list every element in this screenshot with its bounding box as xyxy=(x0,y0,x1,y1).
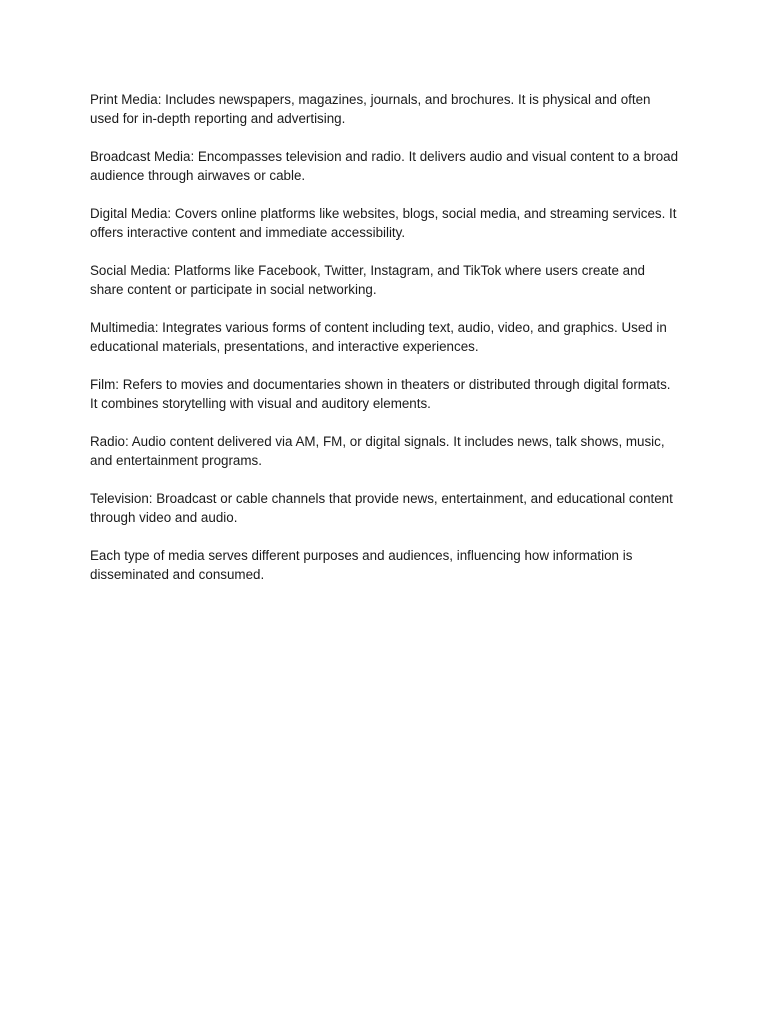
paragraph-film: Film: Refers to movies and documentaries shown in theaters or distributed through digital formats. It combines storytelling with visual and auditory elements. xyxy=(90,377,671,411)
paragraph-print-media: Print Media: Includes newspapers, magazines, journals, and brochures. It is physical and often used for in-depth reporting and advertising. xyxy=(90,92,651,126)
document-body xyxy=(90,90,680,603)
paragraph-television: Television: Broadcast or cable channels that provide news, entertainment, and educational content through video and audio. xyxy=(90,491,673,525)
paragraph-summary: Each type of media serves different purposes and audiences, influencing how information is disseminated and consumed. xyxy=(90,548,633,582)
paragraph-broadcast-media: Broadcast Media: Encompasses television and radio. It delivers audio and visual content to a broad audience through airwaves or cable. xyxy=(90,149,679,183)
paragraph-multimedia: Multimedia: Integrates various forms of content including text, audio, video, and graphics. Used in educational materials, presentations, and interactive experiences. xyxy=(90,320,667,354)
paragraph-social-media: Social Media: Platforms like Facebook, Twitter, Instagram, and TikTok where users create and share content or participate in social networking. xyxy=(90,263,645,297)
paragraph-radio: Radio: Audio content delivered via AM, FM, or digital signals. It includes news, talk shows, music, and entertainment programs. xyxy=(90,434,665,468)
paragraph-digital-media: Digital Media: Covers online platforms like websites, blogs, social media, and streaming services. It offers interactive content and immediate accessibility. xyxy=(90,206,677,240)
